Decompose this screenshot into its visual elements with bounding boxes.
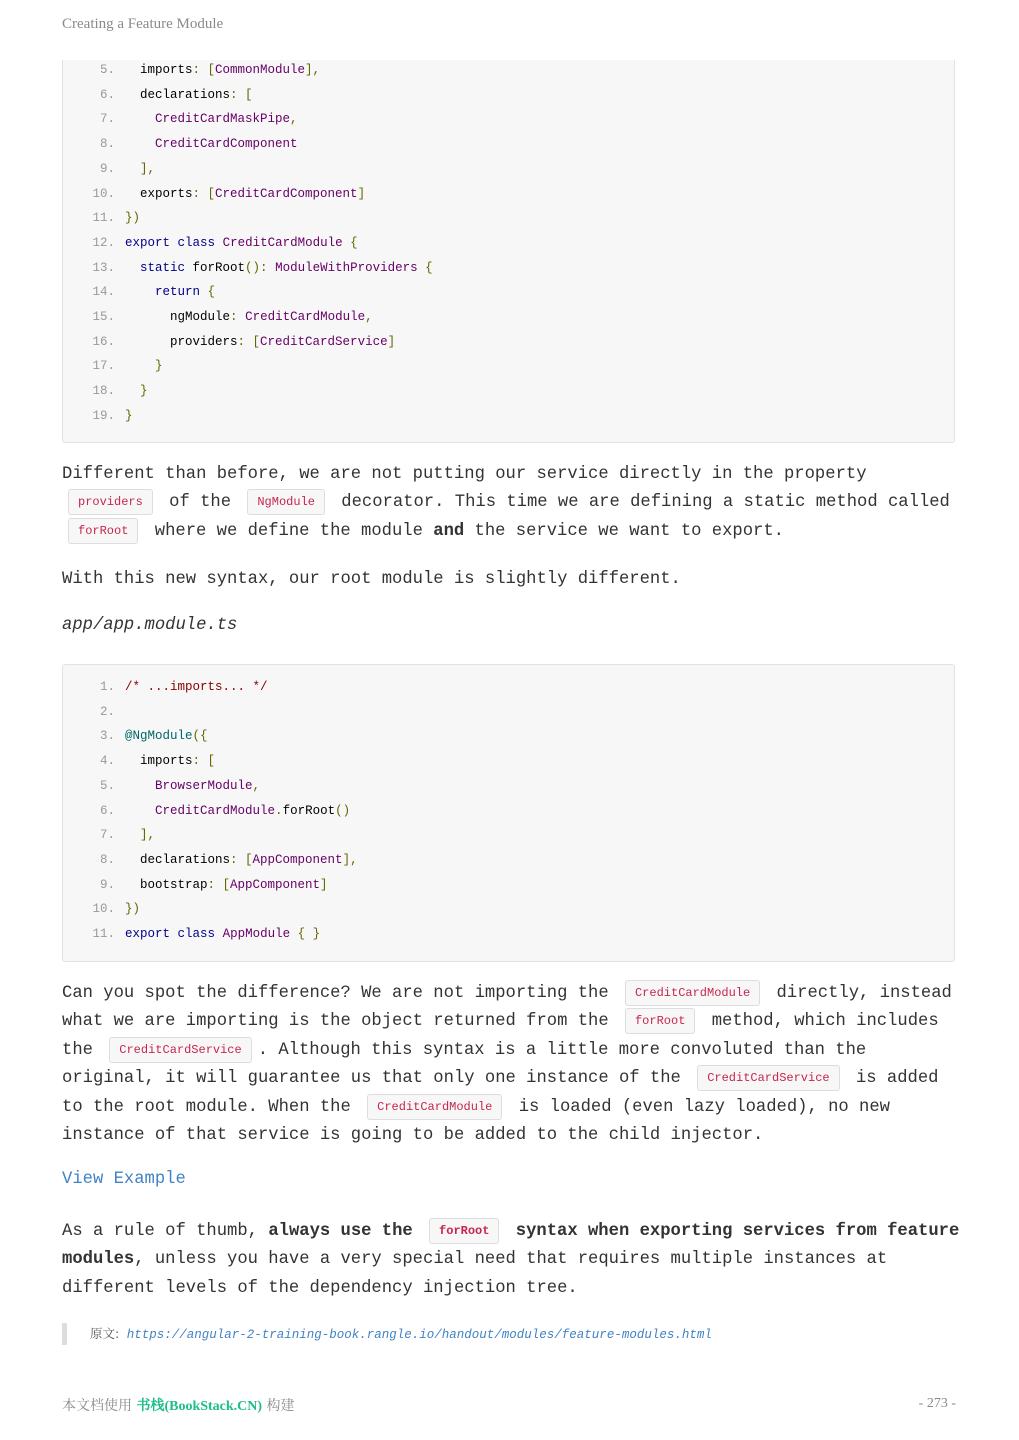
code-token: ] (320, 877, 328, 892)
code-token: } (125, 408, 133, 423)
footer-prefix: 本文档使用 (62, 1398, 132, 1414)
code-line (63, 134, 298, 154)
code-token (170, 927, 178, 941)
code-line (63, 677, 268, 697)
paragraph-text: . Although this syntax is a little more convoluted than the original, it will guarantee us that only one instance of the (62, 1040, 867, 1089)
code-token: export (125, 927, 171, 941)
code-source (125, 88, 253, 102)
code-source (125, 853, 358, 867)
code-token: providers (125, 334, 238, 349)
code-token: bootstrap (125, 877, 208, 892)
code-token: forRoot (185, 260, 246, 275)
code-token: forRoot (282, 803, 336, 818)
code-token: (): (245, 260, 268, 275)
code-source (125, 187, 365, 201)
line-number: 8. (99, 137, 115, 152)
code-source (125, 335, 395, 349)
code-token: CreditCardMaskPipe (155, 112, 291, 127)
code-token: CreditCardService (260, 334, 388, 349)
code-source (125, 63, 320, 77)
paragraph-text: is loaded (even lazy loaded), no new instance of that service is going to be added to the child injector. (62, 1097, 890, 1146)
paragraph-text: method, which includes the (62, 1012, 939, 1060)
code-line (63, 801, 350, 821)
code-token (238, 310, 246, 324)
paragraph-text: decorator. This time we are defining a static method called (341, 493, 950, 513)
code-token: ], (342, 852, 358, 867)
paragraph-text: the service we want to export. (474, 521, 784, 541)
code-source (125, 902, 140, 916)
line-number: 7. (99, 828, 115, 843)
code-token: , (365, 310, 373, 324)
line-number: 10. (92, 902, 115, 917)
code-token: declarations (125, 87, 231, 102)
line-number: 13. (92, 260, 115, 275)
footer-suffix: 构建 (266, 1398, 295, 1414)
line-number: 9. (99, 161, 115, 176)
inline-code-creditcardmodule: CreditCardModule (625, 980, 760, 1006)
code-line (63, 850, 358, 870)
code-token: ] (387, 334, 396, 349)
code-source (125, 729, 208, 743)
line-number: 3. (99, 729, 115, 744)
code-token: class (177, 235, 216, 250)
code-token: ngModule (125, 310, 231, 324)
inline-code-forroot: forRoot (625, 1008, 695, 1034)
code-line (63, 233, 358, 253)
code-token: ({ (192, 729, 208, 744)
code-token: } (125, 384, 148, 399)
code-token: , (290, 112, 298, 127)
code-token: CreditCardComponent (155, 137, 298, 152)
code-token: : (230, 310, 238, 324)
code-token: { (350, 235, 358, 250)
code-token (125, 137, 155, 151)
line-number: 6. (99, 803, 115, 818)
code-line (63, 307, 373, 327)
code-token (125, 112, 155, 126)
code-token: ] (357, 186, 366, 201)
code-source (125, 261, 433, 275)
running-header: Creating a Feature Module (62, 16, 224, 32)
code-token: : [ (192, 186, 216, 201)
code-line (63, 406, 133, 426)
code-token: { (425, 260, 433, 275)
code-token: { } (297, 927, 321, 941)
code-token: . (275, 803, 283, 818)
line-number: 9. (99, 877, 115, 892)
code-source (125, 359, 163, 373)
page-number: - 273 - (918, 1396, 956, 1411)
code-source (125, 680, 268, 694)
line-number: 17. (92, 359, 115, 374)
code-token: : [ (230, 87, 253, 102)
code-token: { (207, 285, 216, 300)
code-source (125, 137, 298, 151)
code-source (125, 828, 155, 842)
code-token: AppComponent (252, 852, 343, 867)
code-token: ], (125, 828, 156, 843)
source-url-link[interactable]: https://angular-2-training-book.rangle.io/handout/modules/feature-modules.html (126, 1328, 712, 1342)
line-number: 5. (99, 778, 115, 793)
code-source (125, 754, 215, 768)
code-source (125, 927, 320, 941)
inline-code-ngmodule: NgModule (247, 489, 325, 515)
paragraph-text: where we define the module (154, 521, 423, 541)
code-token: imports (125, 63, 193, 77)
code-line (63, 109, 298, 129)
code-token: ], (125, 161, 156, 176)
inline-code-creditcardmodule: CreditCardModule (367, 1094, 502, 1120)
code-token: : [ (207, 877, 231, 892)
code-line (63, 258, 433, 278)
code-token: class (177, 927, 216, 941)
line-number: 19. (92, 408, 115, 423)
code-block-credit-card-module (62, 60, 955, 443)
paragraph-new-syntax: With this new syntax, our root module is slightly different. (62, 570, 681, 589)
code-token: : [ (192, 754, 216, 769)
code-token (200, 285, 208, 299)
code-token: }) (125, 211, 141, 226)
paragraph-text: , unless you have a very special need that requires multiple instances at different levels of the dependency injection tree. (62, 1250, 888, 1298)
line-number: 15. (92, 310, 115, 324)
code-line (63, 85, 253, 105)
code-token (268, 261, 276, 275)
inline-code-creditcardservice: CreditCardService (697, 1065, 839, 1091)
line-number: 11. (92, 927, 115, 941)
code-token: CreditCardModule (155, 803, 276, 818)
code-line (63, 751, 215, 771)
line-number: 11. (92, 211, 115, 226)
code-token: exports (125, 186, 193, 201)
code-line (63, 208, 140, 228)
view-example-link[interactable]: View Example (62, 1170, 186, 1189)
line-number: 16. (92, 334, 115, 349)
code-token (215, 236, 223, 250)
code-block-app-module (62, 664, 955, 962)
line-number: 8. (99, 852, 115, 867)
code-token: export (125, 235, 171, 250)
code-token: : [ (237, 334, 261, 349)
code-token: ], (305, 63, 321, 77)
code-token: BrowserModule (155, 778, 253, 793)
paragraph-text: is added to the root module. When the (62, 1069, 939, 1117)
paragraph-text: directly, instead what we are importing is the object returned from the (62, 984, 952, 1032)
inline-code-providers: providers (68, 489, 153, 515)
code-token: CreditCardComponent (215, 186, 358, 201)
line-number: 2. (99, 704, 115, 719)
code-source (125, 310, 373, 324)
code-line (63, 184, 365, 204)
code-source (125, 409, 133, 423)
code-token: return (155, 285, 201, 300)
paragraph-spot-difference (62, 980, 962, 1150)
code-source (125, 804, 350, 818)
code-token: CreditCardModule (222, 235, 343, 250)
bold-text: syntax when exporting services from feature modules (62, 1222, 960, 1270)
code-line (63, 899, 140, 919)
code-token: }) (125, 902, 141, 917)
line-number: 5. (99, 63, 115, 77)
file-name-caption: app/app.module.ts (62, 616, 238, 635)
code-token (125, 804, 155, 818)
code-token: : [ (192, 63, 216, 77)
code-source (125, 162, 155, 176)
line-number: 1. (99, 680, 115, 694)
line-number: 4. (99, 754, 115, 769)
paragraph-text: Can you spot the difference? We are not importing the (62, 984, 609, 1003)
code-line (63, 825, 155, 845)
code-source (125, 236, 358, 250)
code-token: /* ...imports... */ (125, 680, 268, 694)
code-source (125, 211, 140, 225)
code-line (63, 726, 208, 746)
footer-credit (62, 1395, 295, 1415)
code-token: : [ (230, 852, 253, 867)
inline-code-forroot: forRoot (68, 518, 138, 544)
code-token (290, 927, 298, 941)
line-number: 7. (99, 112, 115, 127)
paragraph-for-root-intro (62, 461, 962, 546)
bold-text: always use the (268, 1222, 413, 1241)
bold-text: and (433, 521, 465, 541)
inline-code-forroot: forRoot (429, 1218, 499, 1244)
code-source (125, 878, 328, 892)
code-token (215, 927, 223, 941)
code-token: ModuleWithProviders (275, 260, 418, 275)
code-token: AppModule (222, 927, 291, 941)
inline-code-creditcardservice: CreditCardService (109, 1037, 251, 1063)
code-token: CommonModule (215, 63, 306, 77)
code-token: declarations (125, 852, 231, 867)
code-source (125, 285, 215, 299)
line-number: 10. (92, 186, 115, 201)
code-token: imports (125, 754, 193, 769)
code-source (125, 384, 148, 398)
code-line (63, 776, 260, 796)
code-token: CreditCardModule (245, 310, 366, 324)
code-line (63, 381, 148, 401)
code-token (125, 285, 155, 299)
code-token: , (252, 778, 261, 793)
code-token: static (140, 260, 186, 275)
code-source (125, 779, 260, 793)
code-line (63, 356, 163, 376)
code-line (63, 60, 320, 80)
code-token: } (125, 359, 163, 374)
source-blockquote (62, 1323, 712, 1345)
footer-brand-link[interactable]: 书栈(BookStack.CN) (136, 1399, 263, 1414)
code-token: @NgModule (125, 729, 193, 744)
code-token: () (335, 803, 351, 818)
code-token (343, 236, 351, 250)
code-line (63, 875, 328, 895)
line-number: 18. (92, 384, 115, 399)
code-line (63, 332, 395, 352)
paragraph-text: of the (169, 493, 232, 513)
code-token (170, 236, 178, 250)
code-line (63, 924, 320, 944)
code-line (63, 159, 155, 179)
code-token: AppComponent (230, 877, 321, 892)
paragraph-text: As a rule of thumb, (62, 1222, 258, 1241)
paragraph-text: Different than before, we are not putting our service directly in the property (62, 465, 867, 484)
code-token (418, 261, 426, 275)
code-token (125, 779, 155, 793)
source-label: 原文: (90, 1326, 120, 1341)
code-line (63, 282, 215, 302)
line-number: 14. (92, 285, 115, 300)
line-number: 12. (92, 235, 115, 250)
line-number: 6. (99, 87, 115, 102)
code-line (63, 702, 125, 722)
code-source (125, 112, 298, 126)
code-token (125, 261, 140, 275)
paragraph-rule-of-thumb (62, 1218, 962, 1303)
